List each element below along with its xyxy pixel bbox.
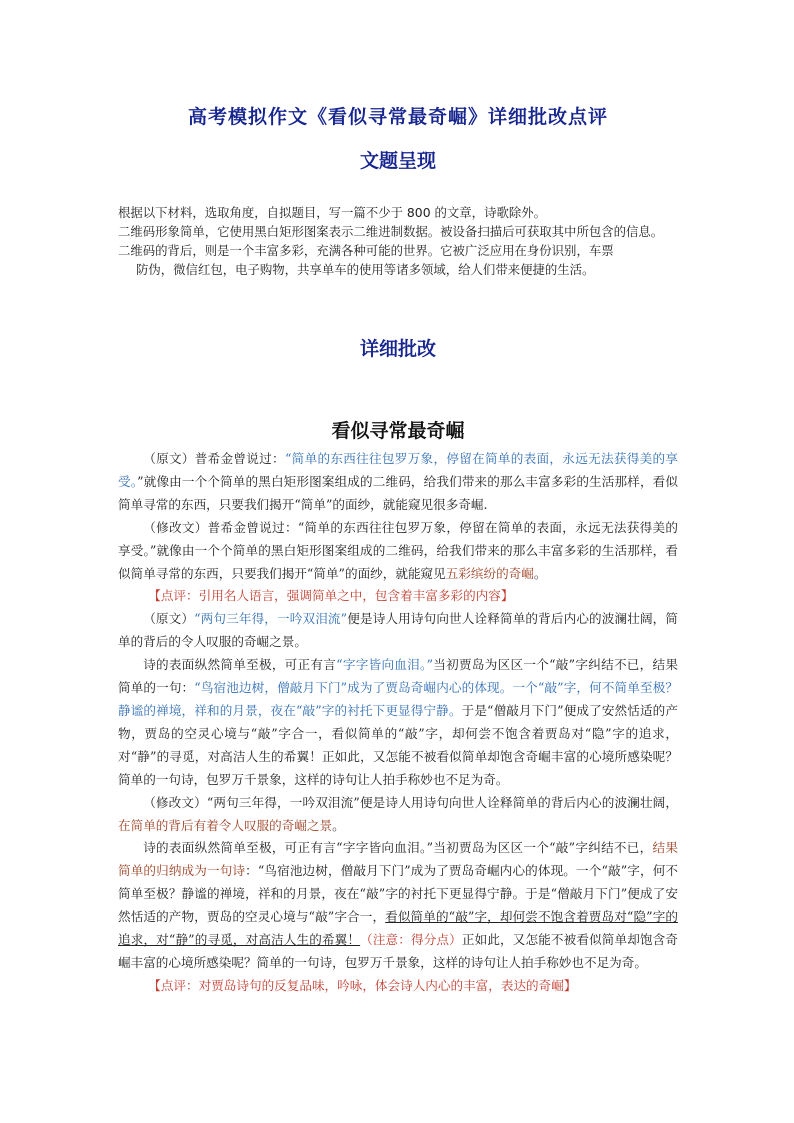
prompt-line: 根据以下材料，选取角度，自拟题目，写一篇不少于 800 的文章，诗歌除外。 [118, 205, 547, 220]
essay-body [118, 448, 678, 998]
prompt-line: 二维码形象简单，它使用黑白矩形图案表示二维进制数据。被设备扫描后可获取其中所包含的信息。 [118, 224, 664, 239]
document-title: 高考模拟作文《看似寻常最奇崛》详细批改点评 [187, 106, 608, 128]
section-heading-review: 详细批改 [359, 338, 436, 360]
paragraph-revised-2: （修改文）“两句三年得，一吟双泪流”便是诗人用诗句向世人诠释简单的背后内心的波澜壮阔，在简单的背后有着令人叹服的奇崛之景。 [118, 794, 678, 833]
comment-2: 【点评：对贾岛诗句的反复品味，吟咏，体会诗人内心的丰富，表达的奇崛】 [148, 977, 577, 993]
paragraph-revised-3: 诗的表面纵然简单至极，可正有言“字字皆向血泪。”当初贾岛为区区一个“敲”字纠结不已，结果简单的归纳成为一句诗：“鸟宿池边树，僧敲月下门”成为了贾岛奇崛内心的体现。一个“敲”字，何不简单至极？静谧的禅境，祥和的月景，夜在“敲”字的衬托下更显得宁静。于是“僧敲月下门”便成了安然恬适的产物，贾岛的空灵心境与“敲”字合一，看似简单的“敲”字，却何尝不饱含着贾岛对“隐”字的追求，对“静”的寻觅，对高洁人生的希翼！（注意：得分点）正如此，又怎能不被看似简单却饱含奇崛丰富的心境所感染呢？简单的一句诗，包罗万千景象，这样的诗句让人拍手称妙也不足为奇。 [118, 840, 678, 970]
comment-1: 【点评：引用名人语言，强调简单之中，包含着丰富多彩的内容】 [148, 588, 514, 604]
prompt-line: 二维码的背后，则是一个丰富多彩，充满各种可能的世界。它被广泛应用在身份识别，车票 [118, 243, 614, 258]
paragraph-revised-1: （修改文）普希金曾说过：“简单的东西往往包罗万象，停留在简单的表面，永远无法获得美的享受。”就像由一个个简单的黑白矩形图案组成的二维码，给我们带来的那么丰富多彩的生活那样，看似简单寻常的东西，只要我们揭开“简单”的面纱，就能窥见五彩缤纷的奇崛。 [118, 519, 678, 581]
prompt-line: 防伪，微信红包，电子购物，共享单车的使用等诸多领域，给人们带来便捷的生活。 [136, 262, 595, 277]
essay-title: 看似寻常最奇崛 [331, 420, 465, 442]
paragraph-original-1: （原文）普希金曾说过：“简单的东西往往包罗万象，停留在简单的表面，永远无法获得美的享受。”就像由一个个简单的黑白矩形图案组成的二维码，给我们带来的那么丰富多彩的生活那样，看似简单寻常的东西，只要我们揭开“简单”的面纱，就能窥见很多奇崛. [118, 451, 678, 512]
section-heading-prompt: 文题呈现 [359, 150, 436, 172]
paragraph-original-2: （原文）“两句三年得，一吟双泪流”便是诗人用诗句向世人诠释简单的背后内心的波澜壮阔，简单的背后的令人叹服的奇崛之景。 [118, 611, 678, 650]
prompt-text [118, 203, 678, 279]
paragraph-original-3: 诗的表面纵然简单至极，可正有言“字字皆向血泪。”当初贾岛为区区一个“敲”字纠结不已，结果简单的一句：“鸟宿池边树，僧敲月下门”成为了贾岛奇崛内心的体现。一个“敲”字，何不简单至极？静谧的禅境，祥和的月景，夜在“敲”字的衬托下更显得宁静。于是“僧敲月下门”便成了安然恬适的产物，贾岛的空灵心境与“敲”字合一，看似简单的“敲”字，却何尝不饱含着贾岛对“隐”字的追求，对“静”的寻觅，对高洁人生的希翼！正如此，又怎能不被看似简单却饱含奇崛丰富的心境所感染呢？简单的一句诗，包罗万千景象，这样的诗句让人拍手称妙也不足为奇。 [118, 657, 679, 787]
